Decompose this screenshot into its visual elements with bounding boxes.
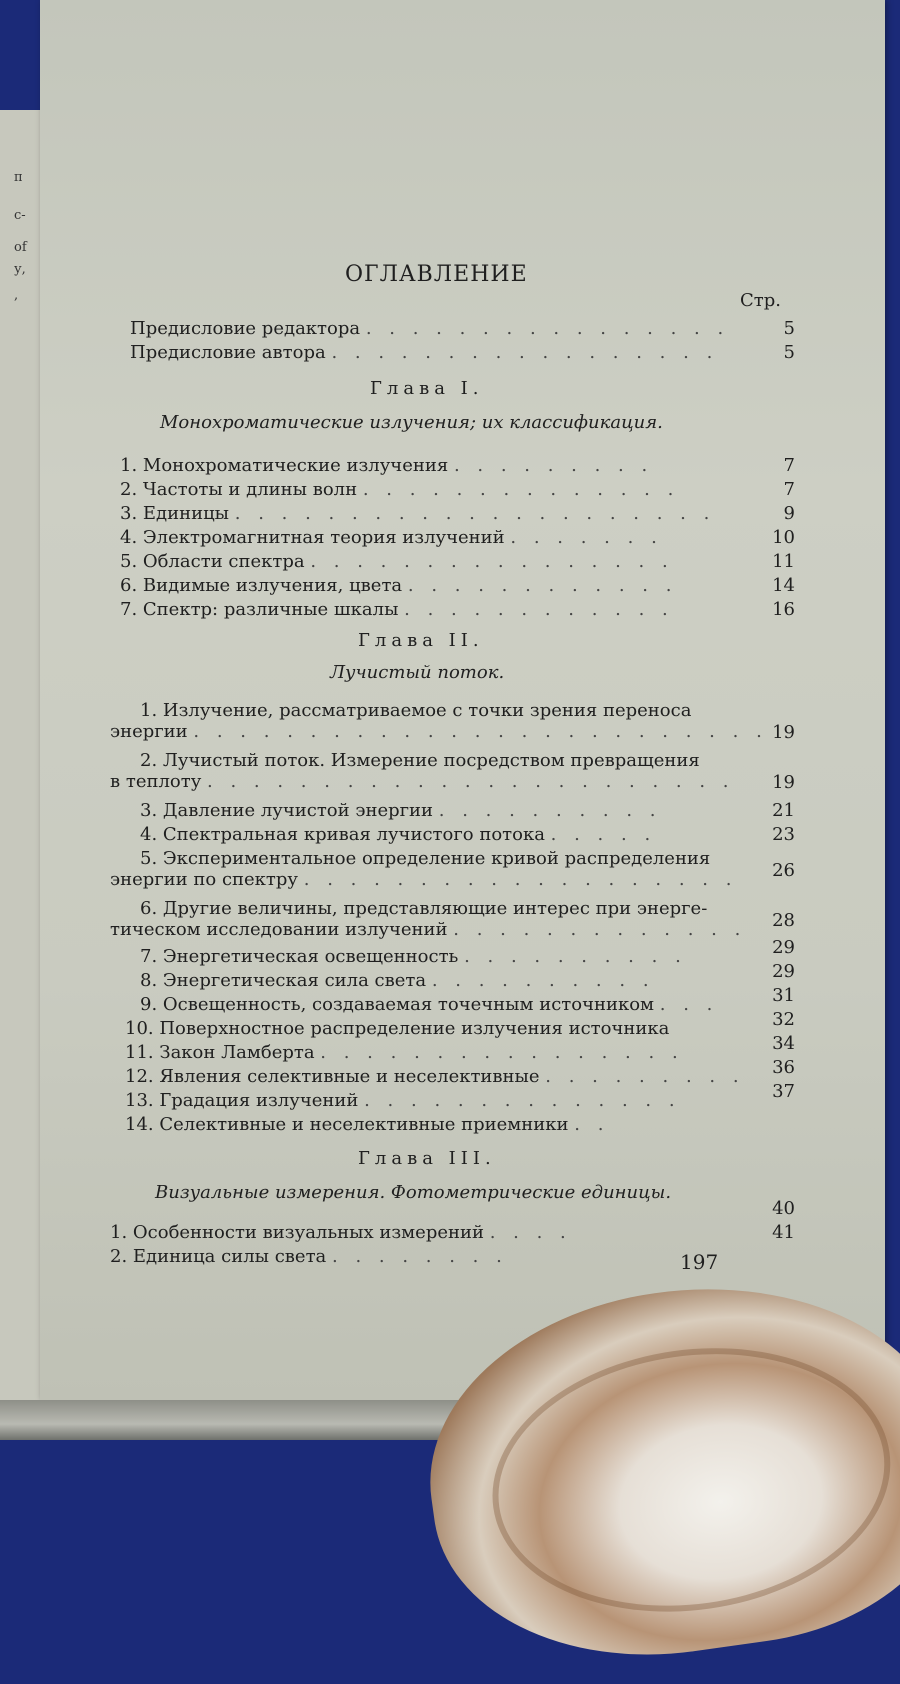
toc-page-number: 37 bbox=[772, 1081, 795, 1102]
toc-page-number: 32 bbox=[772, 1009, 795, 1030]
toc-entry: 4. Спектральная кривая лучистого потока . . . . . bbox=[140, 824, 657, 845]
toc-entry: 14. Селективные и неселективные приемники . . bbox=[125, 1114, 610, 1135]
toc-entry: 11. Закон Ламберта . . . . . . . . . . . . . . . . bbox=[125, 1042, 684, 1063]
chapter-title: Лучистый поток. bbox=[330, 662, 505, 683]
toc-entry: 1. Монохроматические излучения . . . . . . . . . bbox=[120, 455, 654, 476]
toc-entry: 6. Видимые излучения, цвета . . . . . . . . . . . . bbox=[120, 575, 678, 596]
left-page-fragment: , bbox=[14, 288, 19, 303]
chapter-heading: Глава I. bbox=[370, 378, 484, 399]
left-page-fragment: с- bbox=[14, 208, 26, 223]
toc-page-number: 29 bbox=[772, 961, 795, 982]
toc-entry: 5. Экспериментальное определение кривой распределения энергии по спектру . . . . . . . . . . . . . . . . . . . bbox=[110, 848, 738, 890]
toc-page-number: 23 bbox=[772, 824, 795, 845]
toc-entry-preface-author: Предисловие автора . . . . . . . . . . . . . . . . . bbox=[130, 342, 719, 363]
toc-entry: 4. Электромагнитная теория излучений . . . . . . . bbox=[120, 527, 663, 548]
toc-page-number: 7 bbox=[783, 479, 795, 500]
toc-entry: 2. Единица силы света . . . . . . . . bbox=[110, 1246, 508, 1267]
toc-entry: 3. Давление лучистой энергии . . . . . . . . . . bbox=[140, 800, 662, 821]
toc-page-number: 16 bbox=[772, 599, 795, 620]
toc-page-number: 31 bbox=[772, 985, 795, 1006]
toc-page-number: 26 bbox=[772, 860, 795, 881]
toc-entry-preface-editor: Предисловие редактора . . . . . . . . . . . . . . . . bbox=[130, 318, 730, 339]
toc-entry: 2. Частоты и длины волн . . . . . . . . . . . . . . bbox=[120, 479, 680, 500]
toc-page-number: 10 bbox=[772, 527, 795, 548]
toc-page-number: 41 bbox=[772, 1222, 795, 1243]
table-of-contents bbox=[40, 0, 885, 1274]
chapter-title: Монохроматические излучения; их классификация. bbox=[160, 412, 663, 433]
left-page-fragment: of bbox=[14, 240, 27, 255]
toc-page-number: 11 bbox=[772, 551, 795, 572]
toc-page-number: 5 bbox=[783, 342, 795, 363]
toc-entry: 7. Энергетическая освещенность . . . . . . . . . . bbox=[140, 946, 687, 967]
toc-entry: 10. Поверхностное распределение излучения источника bbox=[125, 1018, 670, 1039]
chapter-title: Визуальные измерения. Фотометрические единицы. bbox=[155, 1182, 672, 1203]
toc-entry: 6. Другие величины, представляющие интерес при энерге- тическом исследовании излучений . . . . . . . . . . . . . bbox=[110, 898, 747, 940]
left-page-fragment: п bbox=[14, 170, 23, 185]
toc-entry: 1. Особенности визуальных измерений . . . . bbox=[110, 1222, 572, 1243]
toc-title: ОГЛАВЛЕНИЕ bbox=[345, 262, 528, 287]
toc-page-number: 40 bbox=[772, 1198, 795, 1219]
chapter-heading: Глава II. bbox=[358, 630, 484, 651]
toc-entry: 7. Спектр: различные шкалы . . . . . . . . . . . . bbox=[120, 599, 674, 620]
toc-entry: 13. Градация излучений . . . . . . . . . . . . . . bbox=[125, 1090, 681, 1111]
toc-page-number: 14 bbox=[772, 575, 795, 596]
toc-page-number: 34 bbox=[772, 1033, 795, 1054]
toc-entry: 9. Освещенность, создаваемая точечным источником . . . bbox=[140, 994, 719, 1015]
toc-page-number: 19 bbox=[772, 772, 795, 793]
toc-page-number: 9 bbox=[783, 503, 795, 524]
toc-page-number: 28 bbox=[772, 910, 795, 931]
toc-entry: 12. Явления селективные и неселективные . . . . . . . . . bbox=[125, 1066, 745, 1087]
book-page bbox=[40, 0, 885, 1400]
toc-entry: 8. Энергетическая сила света . . . . . . . . . . bbox=[140, 970, 655, 991]
left-page-fragment: у, bbox=[14, 262, 26, 277]
page-folio: 197 bbox=[680, 1250, 719, 1274]
chapter-heading: Глава III. bbox=[358, 1148, 496, 1169]
toc-entry: 1. Излучение, рассматриваемое с точки зрения переноса энергии . . . . . . . . . . . . . . . . . . . . . . . . . bbox=[110, 700, 768, 742]
toc-page-number: 19 bbox=[772, 722, 795, 743]
toc-page-number: 5 bbox=[783, 318, 795, 339]
toc-page-number: 7 bbox=[783, 455, 795, 476]
page-column-label: Стр. bbox=[740, 290, 781, 311]
toc-page-number: 36 bbox=[772, 1057, 795, 1078]
toc-entry: 2. Лучистый поток. Измерение посредством превращения в теплоту . . . . . . . . . . . . . . . . . . . . . . . bbox=[110, 750, 735, 792]
toc-entry: 5. Области спектра . . . . . . . . . . . . . . . . bbox=[120, 551, 674, 572]
toc-entry: 3. Единицы . . . . . . . . . . . . . . . . . . . . . bbox=[120, 503, 716, 524]
toc-page-number: 21 bbox=[772, 800, 795, 821]
toc-page-number: 29 bbox=[772, 937, 795, 958]
adjacent-page-edge bbox=[0, 110, 41, 1410]
